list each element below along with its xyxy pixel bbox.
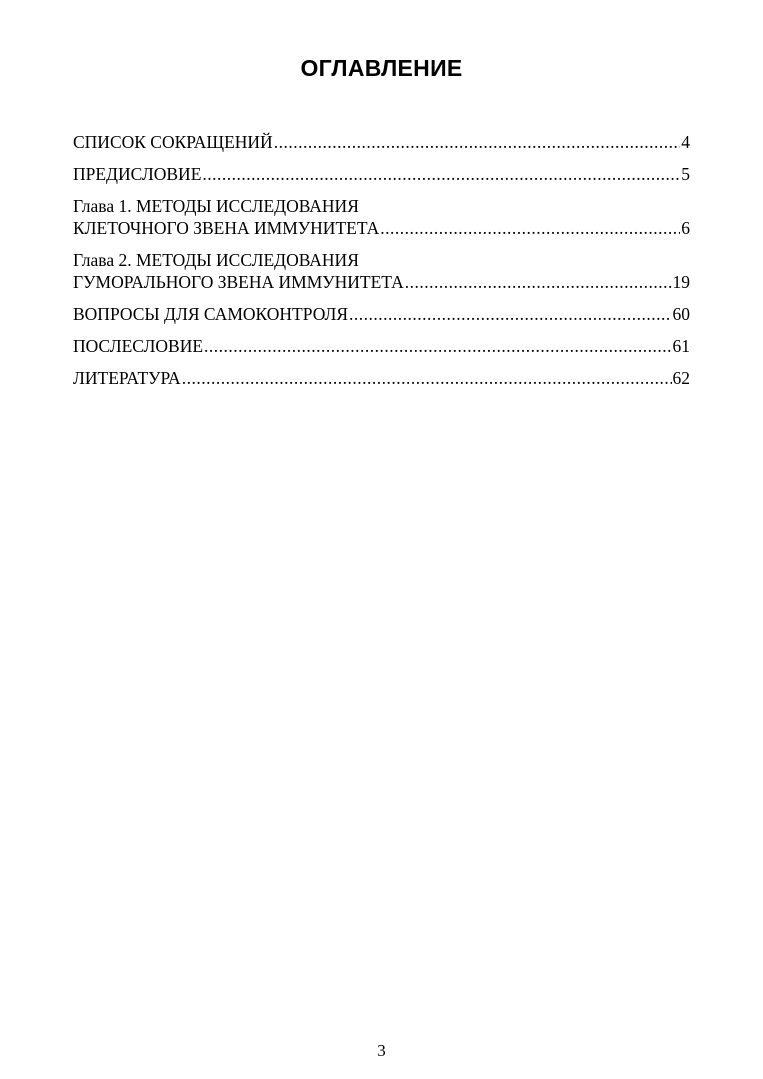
- toc-leader-dots: [274, 131, 681, 153]
- toc-entry-literature[interactable]: [73, 367, 690, 389]
- toc-line: [73, 163, 690, 185]
- toc-leader-dots: [405, 271, 672, 293]
- toc-entry-title: ВОПРОСЫ ДЛЯ САМОКОНТРОЛЯ: [73, 304, 349, 324]
- toc-entry-title: ПРЕДИСЛОВИЕ: [73, 164, 202, 184]
- toc-entry-chapter-2[interactable]: [73, 249, 690, 293]
- toc-line: [73, 131, 690, 153]
- toc-entry-self-control-questions[interactable]: [73, 303, 690, 325]
- toc-page-number: 61: [672, 336, 690, 356]
- toc-line: [73, 217, 690, 239]
- toc-line: [73, 367, 690, 389]
- toc-leader-dots: [380, 217, 680, 239]
- toc-page-number: 4: [681, 132, 690, 152]
- toc-leader-dots: [182, 367, 672, 389]
- toc-entry-chapter-1[interactable]: [73, 195, 690, 239]
- toc-entry-preface[interactable]: [73, 163, 690, 185]
- toc-line: [73, 271, 690, 293]
- toc-entry-title: ЛИТЕРАТУРА: [73, 368, 181, 388]
- toc-leader-dots: [349, 303, 671, 325]
- toc-line: [73, 303, 690, 325]
- page-number: 3: [377, 1041, 386, 1060]
- toc-page-number: 62: [672, 368, 690, 388]
- toc-entry-afterword[interactable]: [73, 335, 690, 357]
- toc-leader-dots: [204, 335, 671, 357]
- toc-entry-title-line-1: Глава 2. МЕТОДЫ ИССЛЕДОВАНИЯ: [73, 250, 359, 270]
- toc-page-number: 60: [672, 304, 690, 324]
- toc-entry-title: ПОСЛЕСЛОВИЕ: [73, 336, 204, 356]
- toc-entry-title-line-1: Глава 1. МЕТОДЫ ИССЛЕДОВАНИЯ: [73, 196, 359, 216]
- toc-page-number: 6: [681, 218, 690, 238]
- toc-leader-dots: [202, 163, 680, 185]
- toc-page-number: 5: [681, 164, 690, 184]
- toc-page-number: 19: [672, 272, 690, 292]
- toc-entry-title: СПИСОК СОКРАЩЕНИЙ: [73, 132, 273, 152]
- toc-entry-title: ГУМОРАЛЬНОГО ЗВЕНА ИММУНИТЕТА: [73, 272, 404, 292]
- toc-entry-title: КЛЕТОЧНОГО ЗВЕНА ИММУНИТЕТА: [73, 218, 380, 238]
- toc-entry-abbreviations[interactable]: [73, 131, 690, 153]
- page-title: ОГЛАВЛЕНИЕ: [300, 55, 463, 81]
- table-of-contents: [73, 131, 690, 399]
- toc-line: [73, 335, 690, 357]
